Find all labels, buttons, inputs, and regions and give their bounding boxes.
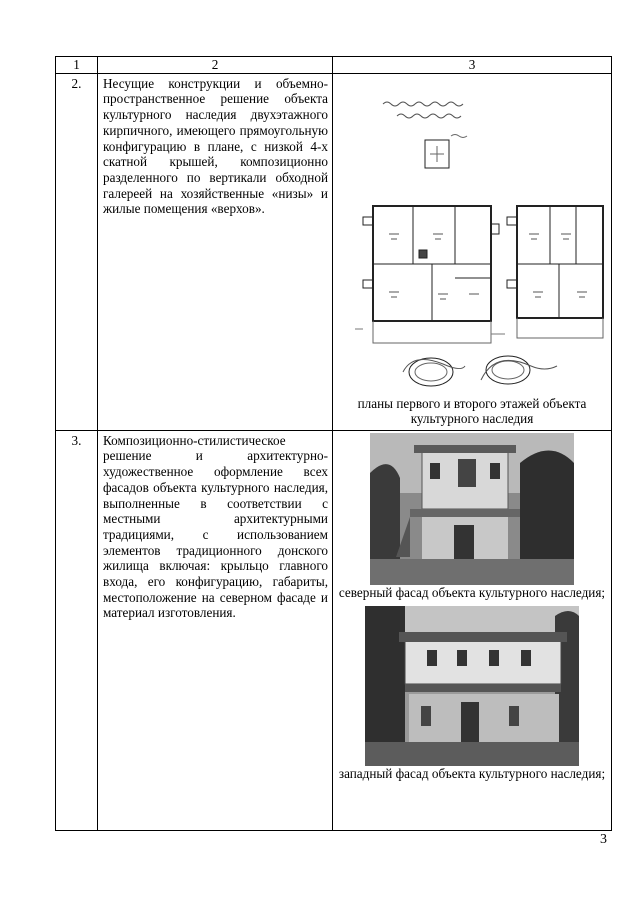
table-row: [56, 73, 612, 430]
facade-photos-cell: [333, 430, 612, 830]
header-row: [56, 57, 612, 74]
north-facade-caption: северный фасад объекта культурного наследия;: [338, 584, 606, 600]
row-number: 2.: [56, 73, 98, 430]
west-facade-caption: западный фасад объекта культурного наследия;: [338, 766, 606, 782]
content-table: [55, 56, 612, 831]
header-col-2: 2: [98, 57, 333, 74]
floor-plans-cell: [333, 73, 612, 430]
row-description: Несущие конструкции и объемно-пространственное решение объекта культурного наследия двухэтажного кирпичного, имеющего прямоугольную конфигурацию в плане, с низкой 4-х скатной крышей, композиционно разделенного по вертикали обходной галереей на хозяйственные «низы» и жилые помещения «верхов».: [98, 73, 333, 430]
page-number: 3: [600, 832, 607, 847]
header-col-3: 3: [333, 57, 612, 74]
west-facade-photo: [365, 606, 579, 766]
row-number: 3.: [56, 430, 98, 830]
north-facade-photo: [370, 433, 574, 585]
floor-plans-caption: планы первого и второго этажей объекта культурного наследия: [357, 395, 587, 427]
header-col-1: 1: [56, 57, 98, 74]
table-row: [56, 430, 612, 830]
floor-plans-drawing: [333, 74, 609, 396]
row-description: Композиционно-стилистическое решение и архитектурно-художественное оформление всех фасадов объекта культурного наследия, выполненные в соответствии с местными архитектурными традициями, с использованием элементов традиционного донского жилища включая: крыльцо главного входа, его конфигурацию, габариты, местоположение на северном фасаде и материал изготовления.: [98, 430, 333, 830]
